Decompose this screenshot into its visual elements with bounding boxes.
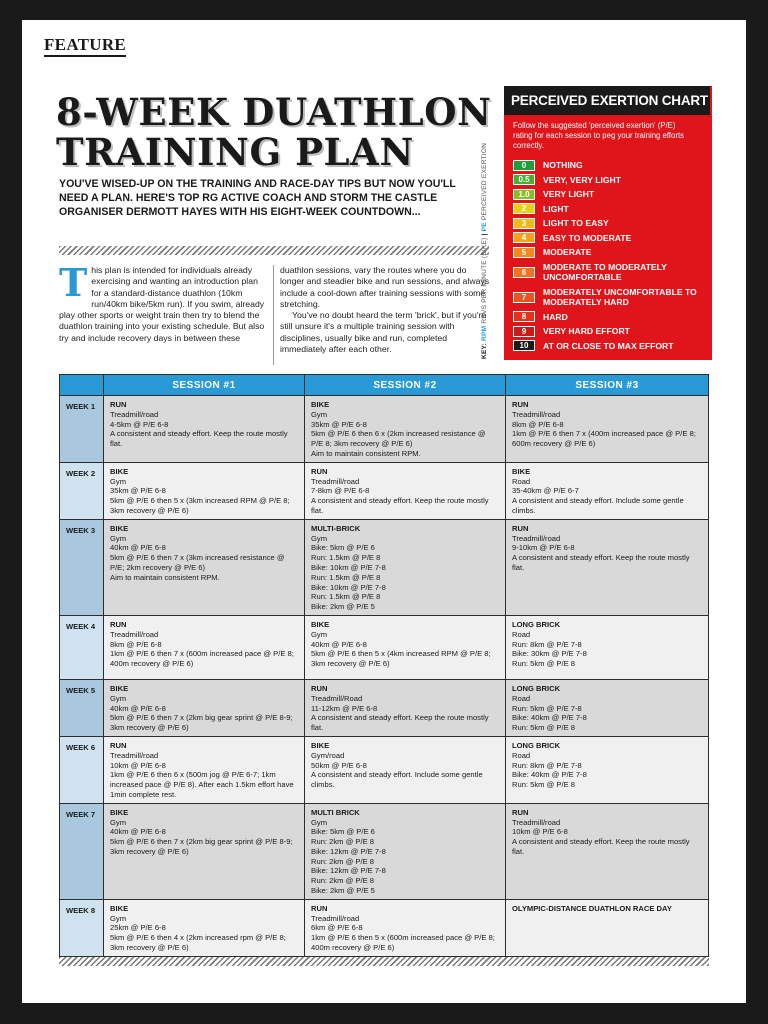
week-label: WEEK 8 [60, 899, 104, 956]
session-cell [104, 899, 305, 956]
session-detail: 11-12km @ P/E 6-8 [311, 703, 378, 713]
body-column-1 [59, 260, 266, 344]
session-detail: Run: 5km @ P/E 8 [512, 723, 575, 733]
session-cell [104, 462, 305, 519]
drop-cap: T [59, 260, 88, 305]
session-detail: Run: 1.5km @ P/E 8 [311, 572, 381, 582]
pe-level-row [513, 202, 703, 217]
session-detail: Run: 8km @ P/E 7-8 [512, 760, 582, 770]
key-rpm-text: REVS PER MINUTE (BIKE) [481, 237, 488, 324]
pe-level-badge: 2 [513, 203, 535, 214]
session-detail: Gym [311, 629, 328, 639]
pe-level-badge: 9 [513, 326, 535, 337]
session-cell [305, 736, 506, 803]
session-detail: 35-40km @ P/E 6-7 [512, 486, 579, 496]
table-row [60, 736, 709, 803]
header-session-3: SESSION #3 [506, 375, 709, 396]
session-cell [104, 679, 305, 736]
session-detail: 10km @ P/E 6-8 [110, 760, 166, 770]
week-label: WEEK 7 [60, 803, 104, 899]
session-title: LONG BRICK [512, 683, 561, 693]
session-detail: Bike: 12km @ P/E 7-8 [311, 846, 386, 856]
session-cell [104, 615, 305, 679]
pe-level-row [513, 216, 703, 231]
page-title: 8-WEEK DUATHLON TRAINING PLAN [56, 90, 492, 174]
session-detail: 5km @ P/E 6 then 7 x (3km increased resistance @ P/E; 2km recovery @ P/E 6) [110, 553, 285, 572]
session-detail: 1km @ P/E 6 then 7 x (600m increased pace @ P/E 8; 400m recovery @ P/E 6) [110, 649, 294, 669]
session-detail: Gym/road [311, 750, 345, 760]
session-cell [506, 899, 709, 956]
pe-level-row [513, 187, 703, 202]
session-detail: Treadmill/road [311, 913, 360, 923]
session-detail: Treadmill/road [512, 533, 561, 543]
session-title: RUN [311, 683, 328, 693]
session-detail: Gym [110, 693, 127, 703]
session-detail: Run: 5km @ P/E 8 [512, 780, 575, 790]
session-detail: 40km @ P/E 6-8 [311, 639, 367, 649]
session-detail: Bike: 30km @ P/E 7-8 [512, 649, 587, 659]
session-detail: Treadmill/road [311, 476, 360, 486]
session-cell [104, 396, 305, 463]
session-detail: A consistent and steady effort. Keep the route mostly flat. [110, 429, 288, 449]
pe-level-badge: 7 [513, 292, 535, 303]
session-detail: Gym [110, 476, 127, 486]
session-detail: Run: 2km @ P/E 8 [311, 837, 374, 847]
session-title: RUN [110, 400, 127, 409]
session-title: RUN [512, 807, 529, 817]
pe-chart-intro: Follow the suggested 'perceived exertion' (P/E) rating for each session to peg your training efforts correctly. [513, 121, 685, 150]
session-detail: Road [512, 476, 531, 486]
session-detail: Bike: 5km @ P/E 6 [311, 827, 375, 837]
section-label: FEATURE [44, 35, 126, 57]
pe-level-row [513, 260, 703, 285]
session-title: OLYMPIC-DISTANCE DUATHLON RACE DAY [512, 903, 672, 913]
pe-level-label: HARD [543, 311, 568, 322]
magazine-page [22, 20, 746, 1003]
brick-paragraph: You've no doubt heard the term 'brick', but if you're still unsure it's a multiple training session with disciplines, usually bike and run, completed immediately after each other. [280, 310, 487, 355]
pe-level-badge: 0 [513, 160, 535, 171]
table-body [60, 396, 709, 957]
pe-chart-title: PERCEIVED EXERTION CHART [504, 86, 710, 115]
pe-level-list [513, 158, 703, 353]
pe-level-badge: 10 [513, 340, 535, 351]
pe-level-badge: 1.0 [513, 189, 535, 200]
session-detail: Gym [110, 913, 127, 923]
key-label: KEY: [481, 342, 488, 359]
week-label: WEEK 4 [60, 615, 104, 679]
session-title: BIKE [110, 903, 129, 913]
key-legend [481, 142, 495, 359]
session-cell [305, 679, 506, 736]
header-session-1: SESSION #1 [104, 375, 305, 396]
session-detail: Run: 2km @ P/E 8 [311, 876, 374, 886]
session-detail: Bike: 10km @ P/E 7-8 [311, 562, 386, 572]
session-title: MULTI-BRICK [311, 523, 361, 533]
session-cell [305, 462, 506, 519]
session-detail: 9-10km @ P/E 6-8 [512, 543, 575, 553]
session-detail: A consistent and steady effort. Include some gentle climbs. [512, 496, 684, 515]
key-rpm-abbr: RPM [481, 325, 488, 341]
session-detail: Run: 8km @ P/E 7-8 [512, 639, 582, 649]
pe-level-label: VERY, VERY LIGHT [543, 174, 621, 185]
session-detail: Gym [110, 817, 127, 827]
session-detail: 4-5km @ P/E 6-8 [110, 419, 169, 429]
session-detail: Run: 1.5km @ P/E 8 [311, 592, 381, 602]
pe-level-badge: 0.5 [513, 174, 535, 185]
session-cell [506, 803, 709, 899]
session-cell [305, 803, 506, 899]
session-cell [104, 519, 305, 615]
body-column-2 [280, 265, 490, 355]
pe-level-row [513, 245, 703, 260]
session-detail: 5km @ P/E 6 then 7 x (2km big gear sprint @ P/E 8-9; 3km recovery @ P/E 6) [110, 713, 293, 733]
header-corner [60, 375, 104, 396]
session-title: LONG BRICK [512, 619, 561, 629]
session-title: LONG BRICK [512, 740, 561, 750]
session-cell [305, 899, 506, 956]
session-detail: Gym [110, 533, 127, 543]
session-cell [305, 396, 506, 463]
week-label: WEEK 2 [60, 462, 104, 519]
session-cell [104, 736, 305, 803]
session-detail: Gym [311, 409, 328, 419]
session-detail: Gym [311, 817, 328, 827]
session-cell [305, 519, 506, 615]
pe-level-label: LIGHT TO EASY [543, 218, 609, 229]
session-title: BIKE [110, 807, 129, 817]
intro-paragraph-part-2: duathlon sessions, vary the routes where you do longer and steadier bike and run sessions, and always include a cool-down after training sessions with some stretching. [280, 265, 490, 309]
session-title: BIKE [311, 400, 330, 409]
session-title: RUN [512, 400, 529, 409]
session-detail: Bike: 10km @ P/E 7-8 [311, 582, 386, 592]
session-detail: 1km @ P/E 6 then 6 x (500m jog @ P/E 6-7; 1km increased pace @ P/E 8). After each 1.5km effort have 1min complete rest. [110, 770, 294, 799]
session-title: RUN [512, 523, 529, 533]
pe-level-row [513, 310, 703, 325]
training-plan-table [59, 374, 709, 957]
session-detail: 6km @ P/E 6-8 [311, 923, 363, 933]
session-detail: A consistent and steady effort. Keep the route mostly flat. [311, 713, 489, 733]
pe-level-badge: 4 [513, 232, 535, 243]
session-title: BIKE [311, 619, 330, 629]
session-detail: 10km @ P/E 6-8 [512, 827, 568, 837]
session-detail: A consistent and steady effort. Include some gentle climbs. [311, 770, 483, 790]
key-pe-abbr: PE [481, 222, 488, 232]
session-detail: 40km @ P/E 6-8 [110, 543, 166, 553]
table-row [60, 396, 709, 463]
session-detail: Road [512, 629, 531, 639]
table-header-row [60, 375, 709, 396]
session-detail: 1km @ P/E 6 then 7 x (400m increased pace @ P/E 8; 600m recovery @ P/E 6) [512, 429, 696, 449]
session-cell [506, 519, 709, 615]
week-label: WEEK 3 [60, 519, 104, 615]
session-detail: 35km @ P/E 6-8 [311, 419, 367, 429]
session-detail: Gym [311, 533, 328, 543]
session-detail: 5km @ P/E 6 then 6 x (2km increased resistance @ P/E 8; 3km recovery @ P/E 6) [311, 429, 486, 449]
pe-level-badge: 6 [513, 267, 535, 278]
session-detail: Aim to maintain consistent RPM. [311, 448, 421, 458]
session-title: BIKE [110, 466, 129, 476]
column-rule [273, 265, 274, 365]
session-cell [305, 615, 506, 679]
pe-level-label: MODERATELY UNCOMFORTABLE TO MODERATELY HARD [543, 287, 697, 307]
session-title: MULTI BRICK [311, 807, 360, 817]
session-detail: 40km @ P/E 6-8 [110, 827, 166, 837]
session-detail: Treadmill/Road [311, 693, 363, 703]
session-detail: Bike: 2km @ P/E 5 [311, 602, 375, 612]
session-detail: A consistent and steady effort. Keep the route mostly flat. [311, 496, 489, 515]
session-detail: 8km @ P/E 6-8 [512, 419, 564, 429]
session-detail: Bike: 2km @ P/E 5 [311, 886, 375, 896]
session-cell [506, 462, 709, 519]
session-detail: Treadmill/road [512, 409, 561, 419]
session-detail: A consistent and steady effort. Keep the route mostly flat. [512, 837, 690, 856]
session-title: RUN [311, 903, 328, 913]
pe-level-label: MODERATE TO MODERATELY UNCOMFORTABLE [543, 262, 667, 282]
session-detail: Treadmill/road [110, 750, 159, 760]
session-detail: Bike: 40km @ P/E 7-8 [512, 713, 587, 723]
session-detail: 5km @ P/E 6 then 5 x (3km increased RPM @ P/E 8; 3km recovery @ P/E 6) [110, 496, 290, 515]
table-row [60, 803, 709, 899]
session-detail: Run: 5km @ P/E 7-8 [512, 703, 582, 713]
session-detail: Run: 5km @ P/E 8 [512, 659, 575, 669]
session-detail: 8km @ P/E 6-8 [110, 639, 162, 649]
session-detail: 35km @ P/E 6-8 [110, 486, 166, 496]
session-detail: 5km @ P/E 6 then 4 x (2km increased rpm @ P/E 8; 3km recovery @ P/E 6) [110, 933, 286, 953]
table-row [60, 519, 709, 615]
pe-level-row [513, 173, 703, 188]
session-detail: 40km @ P/E 6-8 [110, 703, 166, 713]
session-title: RUN [311, 466, 328, 476]
week-label: WEEK 5 [60, 679, 104, 736]
session-detail: 7-8km @ P/E 6-8 [311, 486, 370, 496]
intro-paragraph-part-1: his plan is intended for individuals already exercising and wanting an introduction plan for a standard-distance duathlon (10km run/40km bike/5km run). If you swim, already play other sports or weight train then try to blend the duathlon training into your existing schedule. But also try and include recovery days in between these [59, 265, 265, 343]
pe-level-label: EASY TO MODERATE [543, 232, 632, 243]
session-title: RUN [110, 619, 127, 629]
session-detail: 50km @ P/E 6-8 [311, 760, 367, 770]
session-cell [506, 679, 709, 736]
pe-level-label: AT OR CLOSE TO MAX EFFORT [543, 340, 674, 351]
key-separator: | [481, 233, 488, 236]
session-title: BIKE [110, 683, 129, 693]
session-detail: 5km @ P/E 6 then 7 x (2km big gear sprint @ P/E 8-9; 3km recovery @ P/E 6) [110, 837, 293, 856]
session-cell [506, 396, 709, 463]
pe-level-label: NOTHING [543, 160, 583, 171]
session-detail: 25km @ P/E 6-8 [110, 923, 166, 933]
week-label: WEEK 1 [60, 396, 104, 463]
session-detail: Run: 1.5km @ P/E 8 [311, 553, 381, 563]
table-row [60, 679, 709, 736]
session-detail: Treadmill/road [110, 409, 159, 419]
session-title: BIKE [512, 466, 531, 476]
pe-level-row [513, 339, 703, 354]
table-row [60, 899, 709, 956]
pe-level-label: VERY LIGHT [543, 189, 595, 200]
header-session-2: SESSION #2 [305, 375, 506, 396]
session-cell [104, 803, 305, 899]
session-detail: Treadmill/road [110, 629, 159, 639]
session-cell [506, 736, 709, 803]
session-detail: Road [512, 693, 531, 703]
session-detail: 1km @ P/E 6 then 5 x (600m increased pace @ P/E 8; 400m recovery @ P/E 6) [311, 933, 495, 953]
session-title: BIKE [311, 740, 330, 750]
hatched-divider-top [59, 246, 489, 255]
pe-level-row [513, 285, 703, 310]
pe-level-badge: 3 [513, 218, 535, 229]
session-detail: 5km @ P/E 6 then 5 x (4km increased RPM @ P/E 8; 3km recovery @ P/E 6) [311, 649, 491, 669]
session-detail: Bike: 12km @ P/E 7-8 [311, 866, 386, 876]
table-row [60, 615, 709, 679]
hatched-divider-bottom [59, 957, 709, 966]
session-detail: Run: 2km @ P/E 8 [311, 856, 374, 866]
pe-level-row [513, 158, 703, 173]
session-title: RUN [110, 740, 127, 750]
session-detail: Aim to maintain consistent RPM. [110, 572, 220, 582]
pe-level-badge: 5 [513, 247, 535, 258]
session-cell [506, 615, 709, 679]
session-detail: A consistent and steady effort. Keep the route mostly flat. [512, 553, 690, 572]
pe-level-row [513, 324, 703, 339]
pe-level-row [513, 231, 703, 246]
session-detail: Bike: 5km @ P/E 6 [311, 543, 375, 553]
pe-level-label: VERY HARD EFFORT [543, 326, 630, 337]
pe-level-label: MODERATE [543, 247, 592, 258]
key-pe-text: PERCEIVED EXERTION [481, 142, 488, 221]
session-detail: Road [512, 750, 531, 760]
session-detail: Treadmill/road [512, 817, 561, 827]
table-row [60, 462, 709, 519]
pe-level-badge: 8 [513, 311, 535, 322]
session-detail: Bike: 40km @ P/E 7-8 [512, 770, 587, 780]
session-title: BIKE [110, 523, 129, 533]
standfirst: YOU'VE WISED-UP ON THE TRAINING AND RACE-DAY TIPS BUT NOW YOU'LL NEED A PLAN. HERE'S TOP RG ACTIVE COACH AND STORM THE CASTLE ORGANISER DERMOTT HAYES WITH HIS EIGHT-WEEK COUNTDOWN... [59, 178, 456, 218]
week-label: WEEK 6 [60, 736, 104, 803]
pe-level-label: LIGHT [543, 203, 569, 214]
